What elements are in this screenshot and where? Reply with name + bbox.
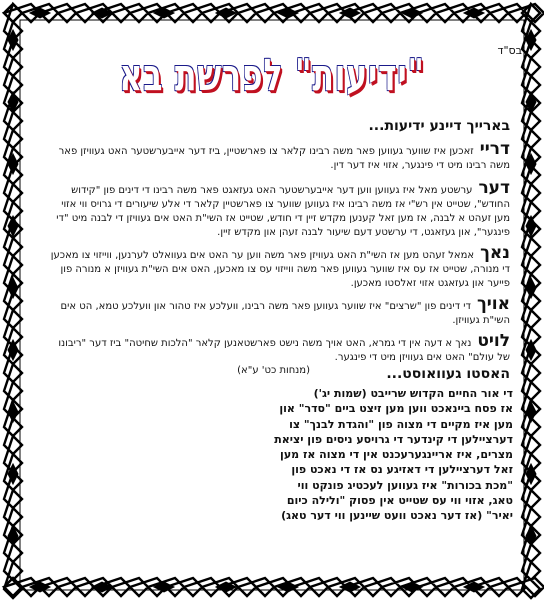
paragraph-4-lead: אויך [476, 294, 510, 314]
section-2-line: יאיר" (אז דער נאכט וועט שיינען ווי דער טאג) [281, 509, 513, 523]
section-1-heading: בארייך דיינע ידיעות... [368, 118, 510, 134]
paragraph-1 [46, 139, 510, 173]
section-2-body [248, 386, 513, 524]
paragraph-2-text: ערשטע מאל איז געווען ווען דער אייבערשטער האט געזאגט פאר משה רבינו די דינים פון "קידוש החודש", שטייט אין רש"י אז משה רבינו איז געווען שווער צו פארשטיין קלאר די אלע שיעורים די גרויס ווי אזוי מען זעהט א לבנה, אז מען זאל קענען מקדש זיין די חודש, שטייט אז השי"ת האט אים געוויזן די לבנה מיט "די פינגער", און געזאגט, די ערשטע דעם שיעור לבנה זעהן און מקדש זיין. [56, 185, 510, 238]
section-2-line: די אור החיים הקדוש שרייבט (שמות יג') [313, 387, 513, 400]
section-2-line: דערציילען די קינדער די גרויסע ניסים פון יציאת [274, 432, 513, 446]
paragraph-4 [46, 294, 510, 328]
paragraph-3-text: אמאל זעהט מען אז השי"ת האט געוויזן פאר משה ווען ער האט אים געוואלט לערנען, ווייזוי צו מאכען די מנורה, שטייט אז עס איז שווער געווען פאר משה ווייזוי עס צו מאכען, האט אים השי"ת געוויזן א מנורה פון פייער און געזאגט אזוי זאלסטו מאכען. [50, 250, 510, 289]
page-title: "ידיעות" לפרשת בא [119, 50, 425, 101]
paragraph-2-lead: דער [478, 178, 510, 198]
section-2-line: טאג, אזוי ווי עס שטייט אין פסוק "ולילה כיום [286, 494, 513, 508]
corner-label: בס"ד [497, 44, 522, 57]
paragraph-4-text: די דינים פון "שרצים" איז שווער געווען פאר משה רבינו, וועלכע איז טהור און וועלכע טמא, הט אים השי"ת געוויזן. [60, 301, 510, 326]
paragraph-5 [46, 331, 510, 365]
paragraph-3-lead: נאך [480, 243, 510, 263]
section-2-line: "מכת בכורות" איז געווען לעכטיג פונקט ווי [297, 478, 513, 492]
section-2-line: זאל דערציילען די דאזיגע נס אז די נאכט פון [291, 463, 513, 477]
section-2-heading: האסטו געוואוסט... [386, 366, 510, 382]
section-2-line: מען איז מקיים די מצוה פון "והגדת לבנך" צו [289, 417, 513, 431]
section-2-line: אז פסח ביינאכט ווען מען זיצט ביים "סדר" און [279, 402, 513, 416]
section-1 [46, 118, 510, 376]
source-citation: (מנחות כט' ע"א) [237, 365, 310, 376]
paragraph-1-lead: דריי [479, 139, 510, 159]
paragraph-5-text: נאך א דעה אין די גמרא, האט אויך משה נישט פארשטאנען קלאר "הלכות שחיטה" ביז דער "ריבונו של עולם" האט אים געוויזן מיט די פינגער. [58, 338, 510, 363]
section-2-heading-wrap [46, 366, 510, 382]
paragraph-5-lead: לויט [477, 331, 510, 351]
section-2-line: מצרים, איז אריינגערעכנט אין די מצוה אז מען [280, 448, 513, 462]
paragraph-1-text: זאכען איז שווער געווען פאר משה רבינו קלאר צו פארשטיין, ביז דער אייבערשטער האט געוויזן פאר משה רבינו מיט די פינגער, אזוי איז דער דין. [58, 146, 510, 171]
paragraph-3 [46, 243, 510, 291]
paragraph-2 [46, 178, 510, 240]
